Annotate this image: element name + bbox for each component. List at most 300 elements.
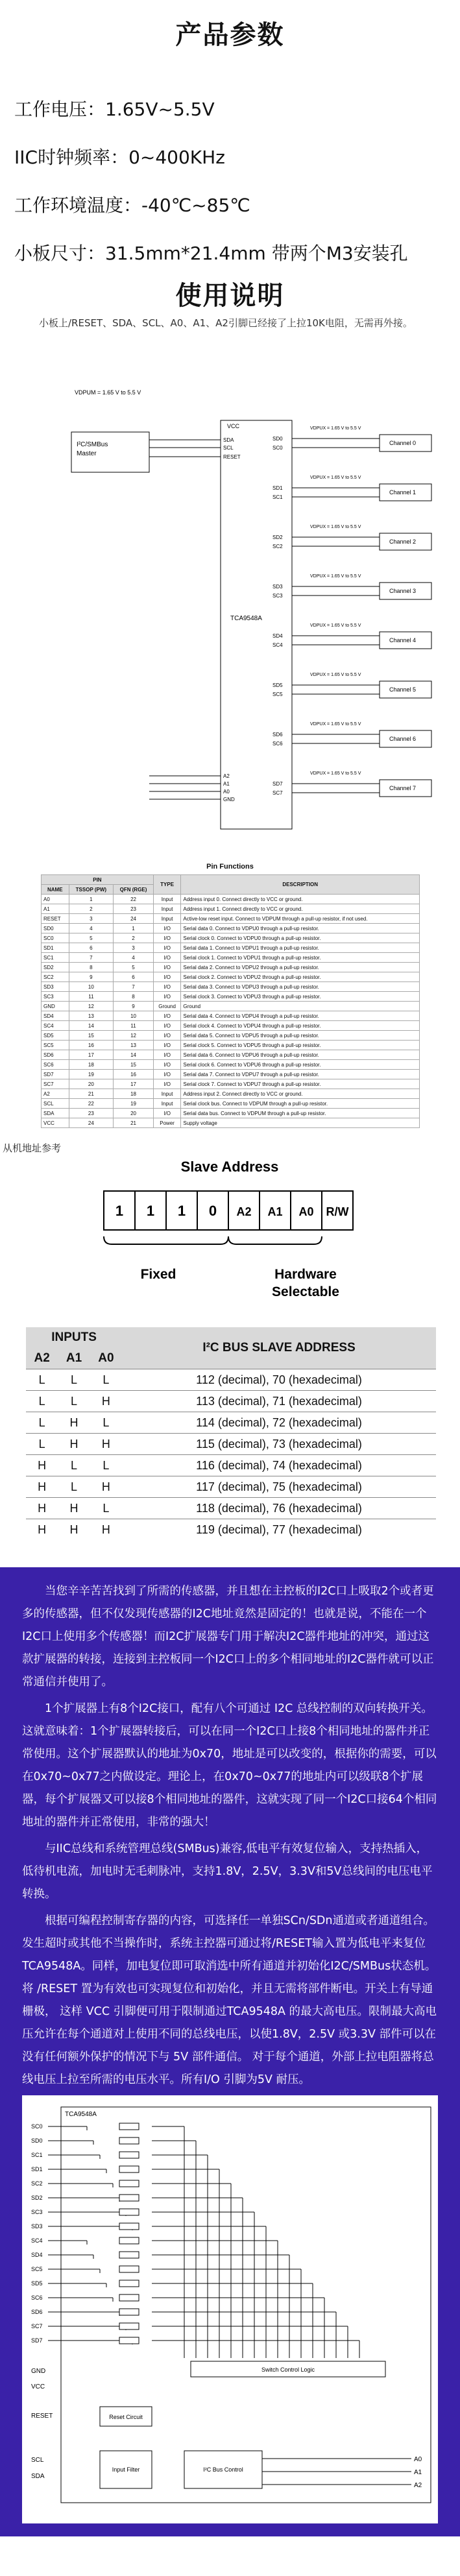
pin-row [42, 1002, 420, 1011]
a1-header: A1 [58, 1348, 90, 1369]
pin-cell: RESET [42, 914, 69, 924]
slave-bit: 1 [146, 1203, 155, 1219]
pin-row [42, 1079, 420, 1089]
switch-glyph [119, 2309, 139, 2315]
block-pin-label: SD5 [31, 2280, 43, 2287]
pin-cell: 10 [114, 1011, 154, 1021]
block-pin-label: SD2 [31, 2195, 43, 2201]
channel-label: Channel 2 [389, 538, 417, 545]
a2-header: A2 [26, 1348, 58, 1369]
pin-cell: 8 [114, 992, 154, 1002]
slave-bit: R/W [326, 1205, 349, 1218]
channel-boxes [310, 426, 431, 797]
left-pin-label: SCL [223, 445, 234, 451]
slave-address-diagram [0, 1133, 460, 1327]
reset-circuit-label: Reset Circuit [109, 2414, 143, 2420]
block-pin-label: SD1 [31, 2166, 43, 2173]
pin-cell: I/O [153, 924, 181, 933]
pin-cell: I/O [153, 972, 181, 982]
right-pin-label: SD5 [272, 682, 283, 688]
channel-vdd-label: VDPUX = 1.65 V to 5.5 V [310, 673, 361, 677]
channel-label: Channel 3 [389, 588, 417, 594]
pin-row [42, 1109, 420, 1118]
left-pin-label: RESET [223, 454, 241, 460]
switch-glyph [119, 2252, 139, 2258]
pin-cell: Address input 1. Connect directly to VCC or ground. [181, 904, 420, 914]
pin-cell: 5 [69, 933, 114, 943]
pin-cell: 12 [114, 1031, 154, 1041]
pin-cell: Serial data 7. Connect to VDPU7 through a pull-up resistor. [181, 1070, 420, 1079]
address-cell: L [90, 1369, 122, 1391]
pin-cell: 22 [114, 895, 154, 904]
address-cell: H [58, 1519, 90, 1541]
pin-cell: Serial clock 4. Connect to VDPU4 through a pull-up resistor. [181, 1021, 420, 1031]
channel-vdd-label: VDPUX = 1.65 V to 5.5 V [310, 771, 361, 776]
description-p4: 根据可编程控制寄存器的内容，可选择任一单独SCn/SDn通道或者通道组合。发生超时或其他不当操作时，系统主控器可通过将/RESET输入置为低电平来复位TCA9548A。同样，加电复位即可取消选中所有通道并初始化I2C/SMBus状态机。将 /RESET 置为有效也可实现复位和初始化，并且无需将部件断电。开关上有导通栅极， 这样 VCC 引脚便可用于限制通过TCA9548A 的最大高电压。限制最大高电压允许在每个通道对上使用不同的总线电压，以使1.8V，2.5V 或3.3V 部件可以在没有任何额外保护的情况下与 5V 部件通信。 对于每个通道，外部上拉电阻器将总线电压上拉至所需的电压水平。所有I/O 引脚为5V 耐压。 [22, 1914, 437, 2086]
slave-bit: A0 [298, 1205, 314, 1218]
pin-row [42, 1118, 420, 1128]
address-cell: 119 (decimal), 77 (hexadecimal) [122, 1519, 436, 1541]
pin-cell: 24 [69, 1118, 114, 1128]
description-panel [0, 1567, 460, 2536]
hardware-label: Hardware [274, 1267, 337, 1282]
pin-cell: SC7 [42, 1079, 69, 1089]
right-pin-label: SD3 [272, 584, 283, 590]
pin-cell: SD2 [42, 963, 69, 972]
address-cell: H [26, 1519, 58, 1541]
pin-cell: 20 [114, 1109, 154, 1118]
address-cell: H [90, 1519, 122, 1541]
pin-cell: Serial clock 5. Connect to VDPU5 through a pull-up resistor. [181, 1041, 420, 1050]
switch-glyph [119, 2223, 139, 2230]
right-pin-label: SC5 [272, 692, 283, 697]
pin-cell: Serial data 6. Connect to VDPU6 through a pull-up resistor. [181, 1050, 420, 1060]
pin-cell: VCC [42, 1118, 69, 1128]
pin-cell: 11 [114, 1021, 154, 1031]
right-pin-label: SC3 [272, 593, 283, 599]
block-addr-pin: A0 [414, 2456, 422, 2463]
pin-row [42, 953, 420, 963]
pin-functions-section [0, 854, 460, 1154]
switch-glyph [119, 2166, 139, 2173]
block-pin-label: SD3 [31, 2223, 43, 2230]
switch-glyph [119, 2237, 139, 2244]
pin-group-header: PIN [42, 875, 154, 885]
pin-row [42, 972, 420, 982]
block-pin-label: SC1 [31, 2152, 43, 2158]
master-label-1: I²C/SMBus [77, 441, 108, 448]
pin-cell: 9 [114, 1002, 154, 1011]
block-addr-pin: A1 [414, 2469, 422, 2476]
pin-cell: I/O [153, 1011, 181, 1021]
usage-section [0, 259, 460, 348]
pin-cell: A1 [42, 904, 69, 914]
pin-cell: 23 [114, 904, 154, 914]
pin-cell: 16 [69, 1041, 114, 1050]
pin-cell: 17 [69, 1050, 114, 1060]
pin-cell: 19 [69, 1070, 114, 1079]
switch-glyph [119, 2123, 139, 2130]
vdd-master-label: VDPUM = 1.65 V to 5.5 V [75, 389, 141, 396]
fixed-brace [104, 1236, 228, 1244]
block-addr-pin: A2 [414, 2482, 422, 2489]
pin-cell: Serial clock 6. Connect to VDPU6 through a pull-up resistor. [181, 1060, 420, 1070]
pin-cell: SD4 [42, 1011, 69, 1021]
pin-cell: Serial data 2. Connect to VDPU2 through a pull-up resistor. [181, 963, 420, 972]
pin-cell: 17 [114, 1079, 154, 1089]
pin-cell: 14 [114, 1050, 154, 1060]
pin-desc-header: DESCRIPTION [181, 875, 420, 895]
right-pin-label: SC1 [272, 494, 283, 500]
left-pin-label: SDA [223, 437, 234, 443]
block-pin-label: SD7 [31, 2337, 43, 2344]
i2c-control-label: I²C Bus Control [203, 2466, 243, 2473]
switch-glyph [119, 2195, 139, 2201]
pin-cell: SD0 [42, 924, 69, 933]
selectable-label: Selectable [272, 1284, 339, 1299]
pin-cell: 4 [69, 924, 114, 933]
pin-cell: 20 [69, 1079, 114, 1089]
pin-cell: SDA [42, 1109, 69, 1118]
right-pin-label: SC7 [272, 790, 283, 796]
pin-cell: SC0 [42, 933, 69, 943]
pin-cell: 22 [69, 1099, 114, 1109]
pin-row [42, 1050, 420, 1060]
address-row [26, 1369, 436, 1391]
switch-glyph [119, 2294, 139, 2301]
pin-cell: SC4 [42, 1021, 69, 1031]
switch-glyph [119, 2209, 139, 2215]
pin-cell: 10 [69, 982, 114, 992]
pin-row [42, 1011, 420, 1021]
block-pin-label: SC4 [31, 2237, 43, 2244]
param-board-size: 小板尺寸：31.5mm*21.4mm 带两个M3安装孔 [14, 243, 408, 264]
pin-cell: 5 [114, 963, 154, 972]
right-pin-label: SD2 [272, 535, 283, 540]
channel-label: Channel 4 [389, 637, 417, 644]
pin-cell: Input [153, 895, 181, 904]
pin-row [42, 1031, 420, 1041]
switch-glyph [119, 2280, 139, 2287]
address-cell: L [90, 1498, 122, 1519]
address-cell: H [58, 1498, 90, 1519]
pin-cell: I/O [153, 1021, 181, 1031]
pin-cell: 15 [114, 1060, 154, 1070]
pin-cell: SD7 [42, 1070, 69, 1079]
address-cell: L [26, 1412, 58, 1434]
block-pin-label: SC3 [31, 2209, 43, 2215]
right-pin-label: SD6 [272, 732, 283, 738]
pin-cell: SC1 [42, 953, 69, 963]
pin-cell: I/O [153, 982, 181, 992]
right-pin-label: SD0 [272, 436, 283, 442]
pin-cell: I/O [153, 933, 181, 943]
block-pin-label: SC7 [31, 2323, 43, 2329]
pin-cell: I/O [153, 1109, 181, 1118]
address-cell: H [26, 1476, 58, 1498]
pin-cell: Power [153, 1118, 181, 1128]
pin-cell: 6 [114, 972, 154, 982]
block-chip-name: TCA9548A [65, 2111, 97, 2118]
pin-cell: Serial clock 1. Connect to VDPU1 through a pull-up resistor. [181, 953, 420, 963]
pin-cell: 4 [114, 953, 154, 963]
inputs-header: INPUTS [26, 1327, 122, 1348]
address-cell: L [26, 1369, 58, 1391]
pin-row [42, 963, 420, 972]
pin-cell: Serial data 3. Connect to VDPU3 through a pull-up resistor. [181, 982, 420, 992]
address-cell: L [58, 1369, 90, 1391]
pin-row [42, 914, 420, 924]
chip-box [221, 420, 292, 829]
left-pin-label: A2 [223, 773, 230, 779]
address-header: I²C BUS SLAVE ADDRESS [122, 1327, 436, 1369]
pin-row [42, 1060, 420, 1070]
description-p2: 1个扩展器上有8个I2C接口，配有八个可通过 I2C 总线控制的双向转换开关。这就意味着：1个扩展器转接后，可以在同一个I2C口上接8个相同地址的器件并正常使用。这个扩展器默认的地址为0x70，地址是可以改变的，根据你的需要，可以在0x70~0x77之内做设定。理论上，在0x70~0x77的地址内可以级联8个扩展器，每个扩展器又可以接8个相同地址的器件，这就实现了同一个I2C口接64个相同地址的器件并正常使用，非常的强大！ [22, 1702, 437, 1829]
left-pin-label: A1 [223, 781, 230, 787]
address-row [26, 1412, 436, 1434]
pin-cell: Serial data bus. Connect to VDPUM through a pull-up resistor. [181, 1109, 420, 1118]
channel-label: Channel 6 [389, 736, 417, 742]
channel-label: Channel 7 [389, 785, 417, 791]
address-cell: L [58, 1455, 90, 1476]
left-pin-label: A0 [223, 789, 230, 795]
address-cell: H [90, 1434, 122, 1455]
pin-cell: Serial clock 0. Connect to VDPU0 through a pull-up resistor. [181, 933, 420, 943]
right-pin-label: SD7 [272, 781, 283, 787]
slave-address-section [0, 1133, 460, 1327]
block-pin-label: SD4 [31, 2252, 43, 2258]
pin-cell: I/O [153, 943, 181, 953]
block-pin-label: SD6 [31, 2309, 43, 2315]
slave-bit: 1 [177, 1203, 186, 1219]
switch-glyph [119, 2337, 139, 2344]
pin-cell: A2 [42, 1089, 69, 1099]
pin-row [42, 943, 420, 953]
pin-cell: I/O [153, 1041, 181, 1050]
address-table-section [0, 1327, 460, 1567]
chip-vcc-label: VCC [227, 423, 240, 429]
input-filter-label: Input Filter [112, 2466, 140, 2473]
right-pin-label: SD1 [272, 485, 283, 491]
params-section [0, 0, 460, 264]
pin-cell: SCL [42, 1099, 69, 1109]
pin-cell: 7 [69, 953, 114, 963]
pin-cell: SC6 [42, 1060, 69, 1070]
pin-cell: 16 [114, 1070, 154, 1079]
right-pin-label: SC0 [272, 445, 283, 451]
selectable-brace [228, 1236, 322, 1244]
pin-cell: 3 [114, 943, 154, 953]
address-cell: 113 (decimal), 71 (hexadecimal) [122, 1391, 436, 1412]
pin-cell: I/O [153, 992, 181, 1002]
pin-cell: Serial clock 3. Connect to VDPU3 through a pull-up resistor. [181, 992, 420, 1002]
pin-cell: Input [153, 1089, 181, 1099]
address-cell: H [26, 1455, 58, 1476]
address-row [26, 1498, 436, 1519]
address-cell: H [26, 1498, 58, 1519]
pin-cell: 21 [114, 1118, 154, 1128]
pin-cell: Address input 2. Connect directly to VCC or ground. [181, 1089, 420, 1099]
channel-vdd-label: VDPUX = 1.65 V to 5.5 V [310, 623, 361, 628]
pin-cell: Input [153, 904, 181, 914]
pin-cell: 9 [69, 972, 114, 982]
address-row [26, 1434, 436, 1455]
master-label-2: Master [77, 450, 97, 457]
pin-cell: Active-low reset input. Connect to VDPUM through a pull-up resistor, if not used. [181, 914, 420, 924]
block-pin-label: SC6 [31, 2294, 43, 2301]
address-table [26, 1327, 436, 1540]
pin-cell: Address input 0. Connect directly to VCC or ground. [181, 895, 420, 904]
description-p3: 与IIC总线和系统管理总线(SMBus)兼容,低电平有效复位输入，支持热插入，低待机电流，加电时无毛刺脉冲，支持1.8V，2.5V，3.3V和5V总线间的电压电平转换。 [22, 1842, 433, 1901]
pin-cell: A0 [42, 895, 69, 904]
pin-cell: SC2 [42, 972, 69, 982]
pin-cell: Ground [153, 1002, 181, 1011]
fixed-label: Fixed [140, 1267, 176, 1282]
pin-cell: I/O [153, 1070, 181, 1079]
pin-functions-table [41, 874, 420, 1128]
address-cell: H [58, 1412, 90, 1434]
channel-vdd-label: VDPUX = 1.65 V to 5.5 V [310, 426, 361, 431]
pin-cell: 13 [69, 1011, 114, 1021]
pin-cell: 23 [69, 1109, 114, 1118]
block-pin-label: SC5 [31, 2266, 43, 2272]
switch-glyph [119, 2323, 139, 2329]
pin-cell: Serial clock bus. Connect to VDPUM through a pull-up resistor. [181, 1099, 420, 1109]
slave-reference-label: 从机地址参考 [3, 1142, 62, 1154]
pin-table-title: Pin Functions [206, 863, 254, 871]
pin-cell: I/O [153, 1050, 181, 1060]
a0-header: A0 [90, 1348, 122, 1369]
pin-cell: GND [42, 1002, 69, 1011]
pin-cell: 6 [69, 943, 114, 953]
address-cell: 118 (decimal), 76 (hexadecimal) [122, 1498, 436, 1519]
right-pin-label: SC2 [272, 544, 283, 549]
switch-glyph [119, 2266, 139, 2272]
address-cell: L [26, 1434, 58, 1455]
channel-vdd-label: VDPUX = 1.65 V to 5.5 V [310, 722, 361, 727]
address-cell: 116 (decimal), 74 (hexadecimal) [122, 1455, 436, 1476]
pin-cell: SC3 [42, 992, 69, 1002]
pin-cell: 8 [69, 963, 114, 972]
pin-cell: I/O [153, 1079, 181, 1089]
channel-vdd-label: VDPUX = 1.65 V to 5.5 V [310, 525, 361, 529]
usage-note: 小板上/RESET、SDA、SCL、A0、A1、A2引脚已经接了上拉10K电阻，无需再外接。 [39, 317, 413, 329]
pin-row [42, 992, 420, 1002]
block-pin-label: SC0 [31, 2123, 43, 2130]
slave-bit: 1 [115, 1203, 124, 1219]
pin-cell: 3 [69, 914, 114, 924]
pin-cell: I/O [153, 953, 181, 963]
pin-cell: 18 [114, 1089, 154, 1099]
pin-cell: 18 [69, 1060, 114, 1070]
channel-vdd-label: VDPUX = 1.65 V to 5.5 V [310, 475, 361, 480]
pin-cell: Input [153, 1099, 181, 1109]
right-pin-label: SD4 [272, 633, 283, 639]
pin-cell: I/O [153, 1060, 181, 1070]
pin-row [42, 1099, 420, 1109]
address-cell: H [58, 1434, 90, 1455]
block-gnd: GND [31, 2368, 46, 2375]
block-vcc: VCC [31, 2383, 45, 2390]
channel-label: Channel 1 [389, 489, 417, 496]
pin-row [42, 1089, 420, 1099]
param-voltage: 工作电压：1.65V~5.5V [14, 99, 215, 120]
pin-cell: 24 [114, 914, 154, 924]
pin-cell: SD6 [42, 1050, 69, 1060]
block-pin-label: SC2 [31, 2180, 43, 2187]
application-schematic [0, 348, 460, 854]
pin-row [42, 982, 420, 992]
address-cell: 112 (decimal), 70 (hexadecimal) [122, 1369, 436, 1391]
address-row [26, 1476, 436, 1498]
pin-row [42, 1021, 420, 1031]
pin-tssop-header: TSSOP (PW) [69, 885, 114, 895]
pin-cell: 1 [69, 895, 114, 904]
switch-glyph [119, 2152, 139, 2158]
block-sda: SDA [31, 2473, 45, 2480]
address-cell: 115 (decimal), 73 (hexadecimal) [122, 1434, 436, 1455]
pin-cell: SC5 [42, 1041, 69, 1050]
pin-name-header: NAME [42, 885, 69, 895]
block-pin-label: SD0 [31, 2137, 43, 2144]
pin-cell: I/O [153, 963, 181, 972]
application-diagram [0, 348, 460, 854]
pin-cell: 14 [69, 1021, 114, 1031]
block-scl: SCL [31, 2457, 44, 2464]
usage-title: 使用说明 [175, 281, 285, 311]
pin-cell: 7 [114, 982, 154, 992]
pin-row [42, 924, 420, 933]
pin-cell: 19 [114, 1099, 154, 1109]
switch-glyph [119, 2137, 139, 2144]
pin-cell: Serial data 1. Connect to VDPU1 through a pull-up resistor. [181, 943, 420, 953]
right-pin-label: SC6 [272, 741, 283, 747]
block-outline [61, 2107, 431, 2503]
address-cell: 117 (decimal), 75 (hexadecimal) [122, 1476, 436, 1498]
pin-cell: 12 [69, 1002, 114, 1011]
pin-cell: I/O [153, 1031, 181, 1041]
description-p1: 当您辛辛苦苦找到了所需的传感器，并且想在主控板的I2C口上吸取2个或者更多的传感器，但不仅发现传感器的I2C地址竟然是固定的！也就是说，不能在一个I2C口上使用多个传感器！而I2C扩展器专门用于解决I2C器件地址的冲突，通过这款扩展器的转接，连接到主控板同一个I2C口上的多个相同地址的I2C器件就可以正常通信并使用了。 [22, 1585, 434, 1689]
slave-bit: A1 [267, 1205, 283, 1218]
channel-label: Channel 5 [389, 686, 417, 693]
pin-row [42, 1041, 420, 1050]
address-cell: L [90, 1455, 122, 1476]
pin-cell: Serial clock 2. Connect to VDPU2 through a pull-up resistor. [181, 972, 420, 982]
pin-qfn-header: QFN (RGE) [114, 885, 154, 895]
address-cell: H [90, 1476, 122, 1498]
pin-cell: 1 [114, 924, 154, 933]
pin-cell: Supply voltage [181, 1118, 420, 1128]
pin-cell: SD3 [42, 982, 69, 992]
switch-glyph [119, 2180, 139, 2187]
left-pin-label: GND [223, 797, 235, 802]
pin-row [42, 1070, 420, 1079]
pin-cell: 21 [69, 1089, 114, 1099]
pin-type-header: TYPE [153, 875, 181, 895]
address-cell: L [26, 1391, 58, 1412]
pin-row [42, 895, 420, 904]
chip-name: TCA9548A [230, 615, 262, 622]
param-i2c-clock: IIC时钟频率：0~400KHz [14, 147, 225, 168]
block-diagram [22, 2095, 438, 2523]
address-row [26, 1519, 436, 1541]
channel-vdd-label: VDPUX = 1.65 V to 5.5 V [310, 574, 361, 579]
channel-label: Channel 0 [389, 440, 417, 446]
pin-cell: 2 [114, 933, 154, 943]
pin-cell: 13 [114, 1041, 154, 1050]
pin-row [42, 933, 420, 943]
pin-cell: 15 [69, 1031, 114, 1041]
